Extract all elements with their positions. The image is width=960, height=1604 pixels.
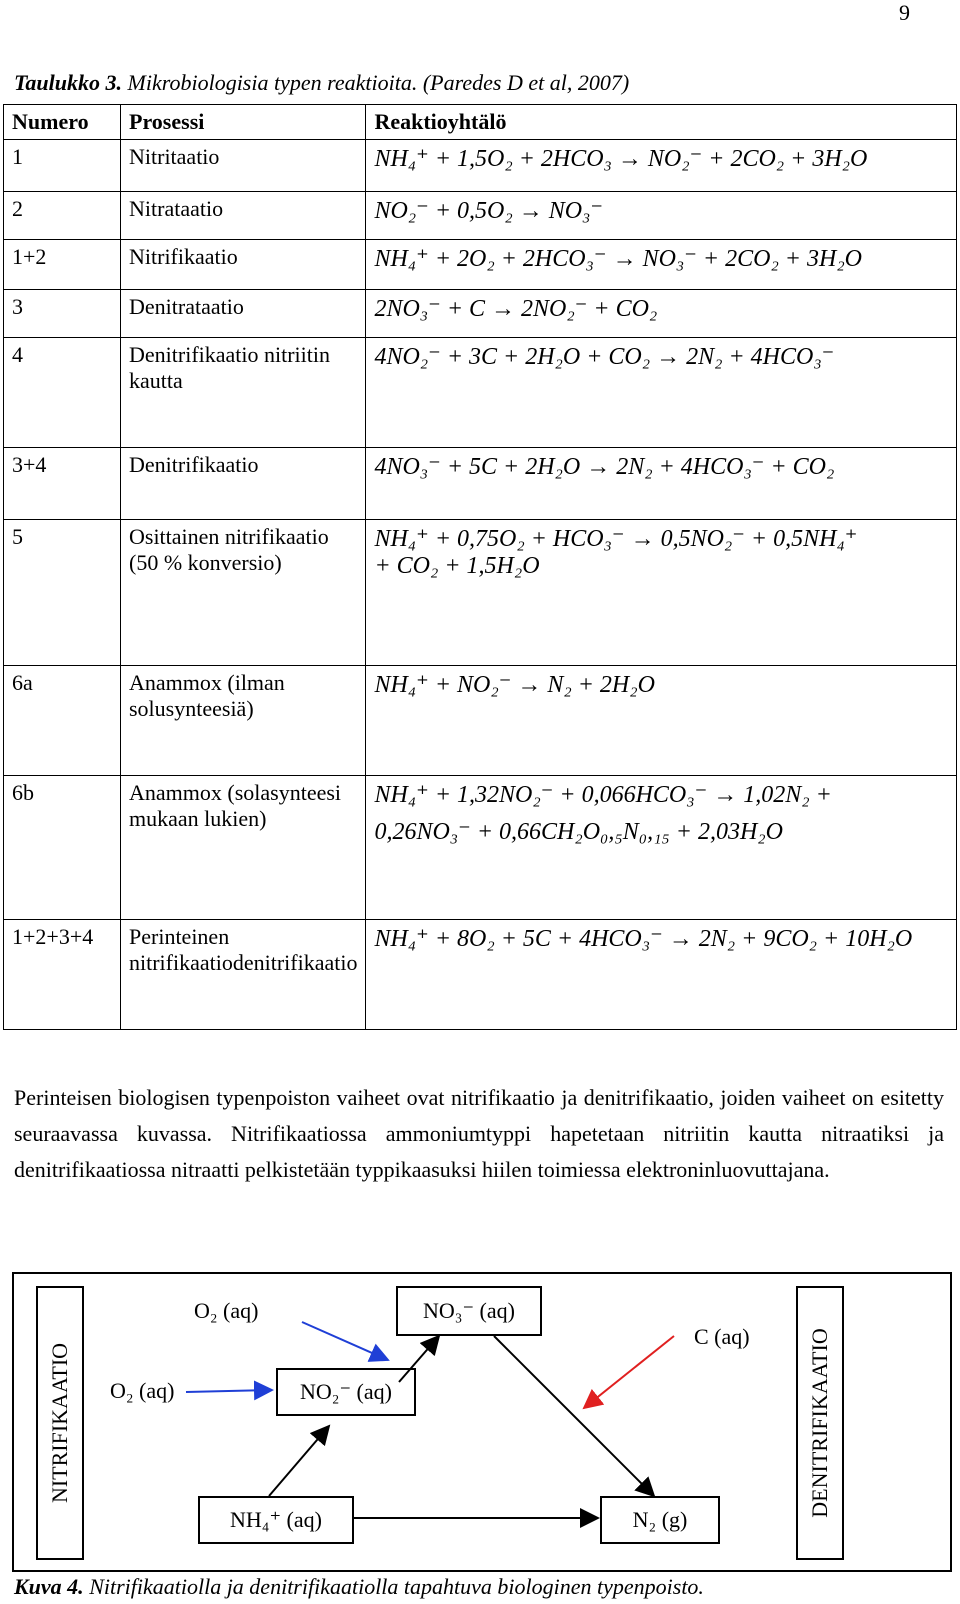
row-process: Denitrifikaatio nitriitin kautta <box>121 338 366 448</box>
n2-label: N₂ (g) <box>632 1507 688 1532</box>
nitrogen-cycle-figure <box>12 1272 952 1572</box>
row-process: Anammox (ilman solusynteesiä) <box>121 666 366 776</box>
row-number: 2 <box>4 192 121 240</box>
table-caption-text: Mikrobiologisia typen reaktioita. (Paredes D et al, 2007) <box>122 70 630 95</box>
equation-line: 4NO₃⁻ + 5C + 2H₂O → 2N₂ + 4HCO₃⁻ + CO₂ <box>374 454 835 480</box>
figure-caption-text: Nitrifikaatiolla ja denitrifikaatiolla tapahtuva biologinen typenpoisto. <box>83 1574 704 1599</box>
row-process: Denitrifikaatio <box>121 448 366 520</box>
equation-line: NH₄⁺ + 0,75O₂ + HCO₃⁻ → 0,5NO₂⁻ + 0,5NH₄⁺ <box>374 526 858 552</box>
row-number: 6a <box>4 666 121 776</box>
row-process: Perinteinen nitrifikaatiodenitrifikaatio <box>121 920 366 1030</box>
table-header-row <box>4 105 957 140</box>
table-caption <box>14 70 629 96</box>
equation-line: NH₄⁺ + NO₂⁻ → N₂ + 2H₂O <box>374 672 655 698</box>
row-number: 1 <box>4 140 121 192</box>
arrow-o2-to-no3 <box>302 1322 388 1360</box>
row-process: Denitrataatio <box>121 290 366 338</box>
row-equation <box>366 290 957 338</box>
row-equation <box>366 192 957 240</box>
table-row <box>4 338 957 448</box>
body-paragraph: Perinteisen biologisen typenpoiston vaiheet ovat nitrifikaatio ja denitrifikaatio, joiden vaiheet on esitetty seuraavassa kuvassa. Nitrifikaatiossa ammoniumtyppi hapetetaan nitriitin kautta nitraatiksi ja denitrifikaatiossa nitraatti pelkistetään typpikaasuksi hiilen toimiessa elektroninluovuttajana. <box>14 1085 944 1182</box>
arrow-c-to-denitrification <box>584 1336 674 1408</box>
arrow-o2-to-no2 <box>186 1390 272 1392</box>
row-process: Nitritaatio <box>121 140 366 192</box>
table-row <box>4 520 957 666</box>
table-caption-label: Taulukko 3. <box>14 70 123 95</box>
denitrification-label: DENITRIFIKAATIO <box>807 1328 832 1518</box>
equation-line: NH₄⁺ + 1,32NO₂⁻ + 0,066HCO₃⁻ → 1,02N₂ + <box>374 782 832 808</box>
table-row <box>4 448 957 520</box>
equation-line: 2NO₃⁻ + C → 2NO₂⁻ + CO₂ <box>374 296 658 322</box>
row-process: Osittainen nitrifikaatio (50 % konversio) <box>121 520 366 666</box>
row-equation <box>366 776 957 920</box>
row-equation <box>366 520 957 666</box>
row-process: Nitrataatio <box>121 192 366 240</box>
nitrification-label: NITRIFIKAATIO <box>47 1342 72 1504</box>
row-number: 4 <box>4 338 121 448</box>
equation-line: NH₄⁺ + 1,5O₂ + 2HCO₃ → NO₂⁻ + 2CO₂ + 3H₂O <box>374 146 868 172</box>
reaction-table <box>3 104 957 1030</box>
arrow-no3-to-n2 <box>494 1336 654 1496</box>
header-number: Numero <box>4 105 121 140</box>
row-number: 6b <box>4 776 121 920</box>
row-number: 1+2+3+4 <box>4 920 121 1030</box>
row-equation <box>366 920 957 1030</box>
no2-box <box>276 1368 416 1416</box>
table-row <box>4 920 957 1030</box>
nh4-box <box>198 1496 354 1544</box>
table-row <box>4 140 957 192</box>
row-number: 3+4 <box>4 448 121 520</box>
no2-label: NO₂⁻ (aq) <box>300 1379 392 1404</box>
denitrification-panel <box>796 1286 844 1560</box>
table-row <box>4 240 957 290</box>
row-equation <box>366 240 957 290</box>
nitrification-panel <box>36 1286 84 1560</box>
header-equation: Reaktioyhtälö <box>366 105 957 140</box>
row-number: 1+2 <box>4 240 121 290</box>
table-row <box>4 290 957 338</box>
arrow-nh4-to-no2 <box>269 1426 329 1496</box>
equation-line: NH₄⁺ + 2O₂ + 2HCO₃⁻ → NO₃⁻ + 2CO₂ + 3H₂O <box>374 246 863 272</box>
o2-left-label: O₂ (aq) <box>110 1378 175 1403</box>
row-process: Anammox (solasynteesi mukaan lukien) <box>121 776 366 920</box>
equation-line: 0,26NO₃⁻ + 0,66CH₂O₀,₅N₀,₁₅ + 2,03H₂O <box>374 819 783 845</box>
row-number: 3 <box>4 290 121 338</box>
no3-box <box>396 1286 542 1336</box>
equation-line: NH₄⁺ + 8O₂ + 5C + 4HCO₃⁻ → 2N₂ + 9CO₂ + 10H₂O <box>374 926 913 952</box>
row-equation <box>366 338 957 448</box>
table-row <box>4 776 957 920</box>
row-equation <box>366 140 957 192</box>
figure-caption <box>14 1574 704 1600</box>
row-equation <box>366 666 957 776</box>
nh4-label: NH₄⁺ (aq) <box>230 1507 322 1532</box>
n2-box <box>600 1496 720 1544</box>
row-process: Nitrifikaatio <box>121 240 366 290</box>
o2-top-label: O₂ (aq) <box>194 1298 259 1323</box>
row-number: 5 <box>4 520 121 666</box>
table-row <box>4 192 957 240</box>
header-process: Prosessi <box>121 105 366 140</box>
equation-line: 4NO₂⁻ + 3C + 2H₂O + CO₂ → 2N₂ + 4HCO₃⁻ <box>374 344 835 370</box>
page-number: 9 <box>899 0 910 25</box>
figure-caption-label: Kuva 4. <box>14 1574 84 1599</box>
c-label: C (aq) <box>694 1324 750 1349</box>
table-row <box>4 666 957 776</box>
no3-label: NO₃⁻ (aq) <box>423 1298 515 1323</box>
row-equation <box>366 448 957 520</box>
equation-line: + CO₂ + 1,5H₂O <box>374 553 540 579</box>
equation-line: NO₂⁻ + 0,5O₂ → NO₃⁻ <box>374 198 604 224</box>
